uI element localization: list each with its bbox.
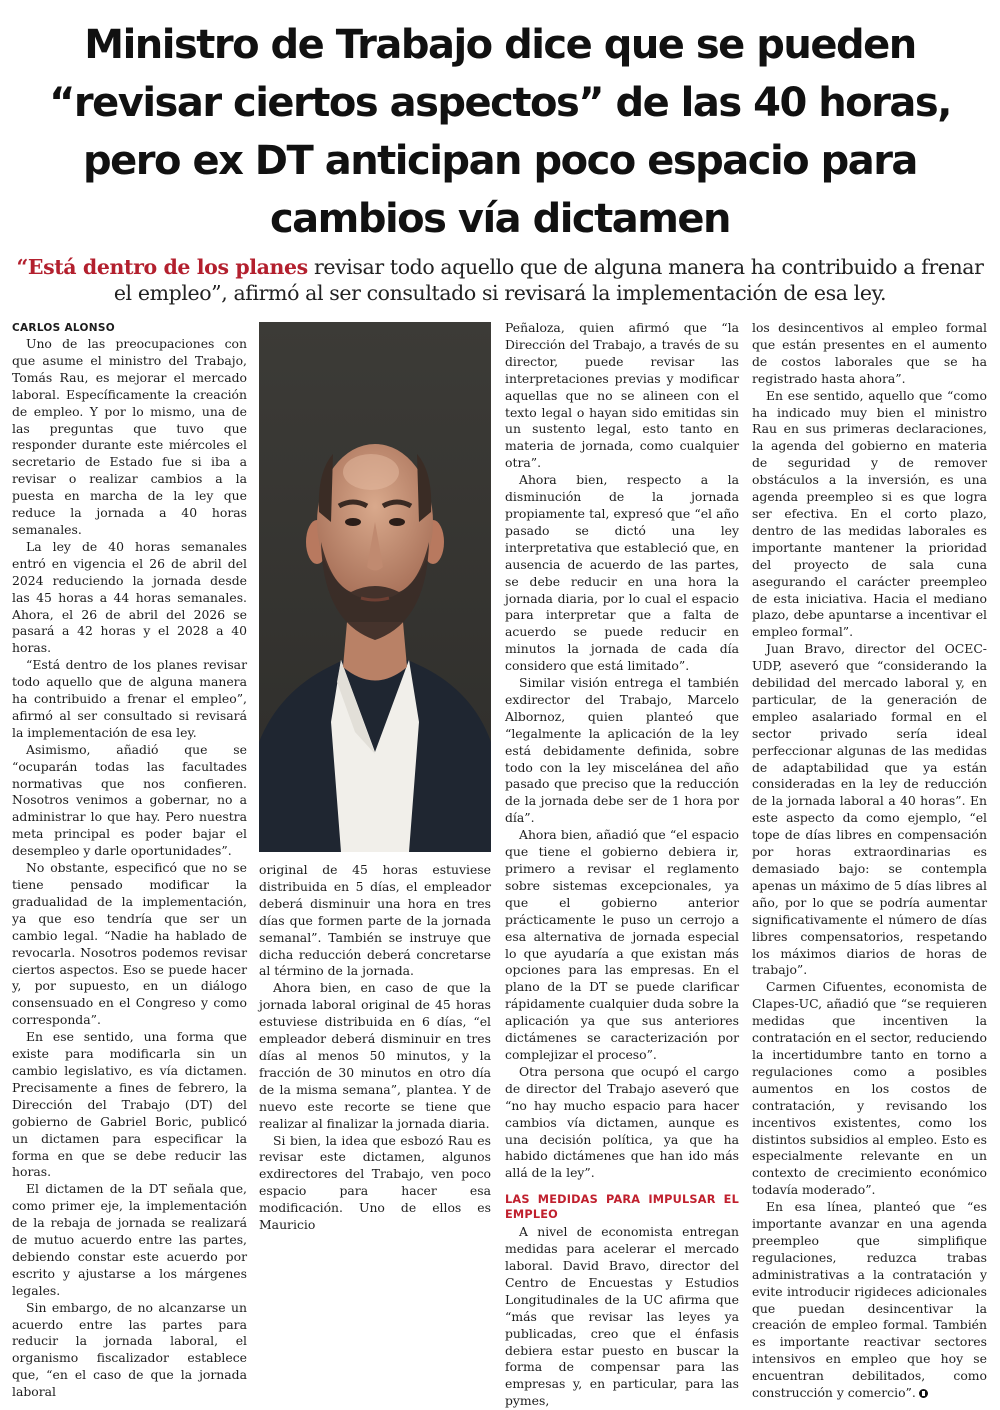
byline: CARLOS ALONSO: [12, 322, 115, 334]
paragraph: Ahora bien, añadió que “el espacio que tiene el gobierno debiera ir, primero a revisar el reglamento sobre sistemas excepcionales, ya que el gobierno anterior prácticamente le puso un cerrojo a esa alternativa de jornada especial lo que ayudaría a que existan más opciones para las empresas. En el plano de la DT se puede clarificar rápidamente cualquier duda sobre la aplicación ya que sus anteriores dictámenes se caracterización por complejizar el proceso”.: [505, 827, 739, 1062]
paragraph: La ley de 40 horas semanales entró en vigencia el 26 de abril del 2024 reduciendo la jornada desde las 45 horas a 44 horas semanales. Ahora, el 26 de abril del 2026 se pasará a 42 horas y el 2028 a 40 horas.: [12, 538, 247, 656]
paragraph: Ahora bien, en caso de que la jornada laboral original de 45 horas estuviese distribuida en 6 días, “el empleador deberá disminuir en tres días al menos 50 minutos, y la fracción de 30 minutos en otro día de la misma semana”, plantea. Y de nuevo este recorte se tiene que realizar al finalizar la jornada diaria.: [259, 980, 491, 1131]
paragraph: “Está dentro de los planes revisar todo aquello que de alguna manera ha contribuido a frenar el empleo”, afirmó al ser consultado si revisará la implementación de esa ley.: [12, 657, 247, 740]
paragraph: Peñaloza, quien afirmó que “la Dirección del Trabajo, a través de su director, puede revisar las interpretaciones previas y modificar aquellas que no se alineen con el texto legal o hayan sido emitidas sin un sustento legal, esto tanto en materia de jornada, como cualquier otra”.: [505, 320, 739, 471]
portrait-photo: [259, 322, 491, 852]
paragraph-text: En esa línea, planteó que “es importante avanzar en una agenda preempleo que simplifique regulaciones, reduzca trabas administrativas a la contratación y evite introducir rigideces adicionales que puedan desincentivar la creación de empleo formal. También es importante reactivar sectores intensivos en empleo que hoy se encuentran debilitados, como construcción y comercio”.: [752, 1199, 987, 1401]
paragraph: A nivel de economista entregan medidas para acelerar el mercado laboral. David Bravo, director del Centro de Encuestas y Estudios Longitudinales de la UC afirma que “más que revisar las leyes ya publicadas, creo que el énfasis debiera estar puesto en buscar la forma de compensar para las empresas y, en particular, para las pymes,: [505, 1224, 739, 1409]
column-1: [12, 320, 247, 1401]
paragraph: Ahora bien, respecto a la disminución de la jornada propiamente tal, expresó que “el año pasado se dictó una ley interpretativa que estableció que, en ausencia de acuerdo de las partes, se debe reducir en una hora la jornada diaria, por lo cual el espacio para interpretar que a falta de acuerdo se puede reducir en minutos la jornada de cada día considero que está limitado”.: [505, 472, 739, 674]
column-3: [505, 320, 739, 1410]
paragraph: Si bien, la idea que esbozó Rau es revisar este dictamen, algunos exdirectores del Trabajo, ven poco espacio para hacer esa modificación. Uno de ellos es Mauricio: [259, 1132, 491, 1233]
paragraph: En ese sentido, aquello que “como ha indicado muy bien el ministro Rau en sus primeras declaraciones, la agenda del gobierno en materia de seguridad y de remover obstáculos a la inversión, es una agenda preempleo si es que logra ser efectiva. En el corto plazo, dentro de las medidas laborales es importante mantener la prioridad del proyecto de sala cuna asegurando el carácter preempleo de esta iniciativa. Hacia el mediano plazo, debe apuntarse a incentivar el empleo formal”.: [752, 387, 987, 640]
paragraph: Sin embargo, de no alcanzarse un acuerdo entre las partes para reducir la jornada laboral, el organismo fiscalizador establece que, “en el caso de que la jornada laboral: [12, 1299, 247, 1400]
column-4: [752, 320, 987, 1402]
paragraph: En ese sentido, una forma que existe para modificarla sin un cambio legislativo, es vía dictamen. Precisamente a fines de febrero, la Dirección del Trabajo (DT) del gobierno de Gabriel Boric, publicó un dictamen para especificar la forma en que se debe reducir las horas.: [12, 1029, 247, 1180]
paragraph: El dictamen de la DT señala que, como primer eje, la implementación de la rebaja de jornada se realizará de mutuo acuerdo entre las partes, debiendo constar este acuerdo por escrito y ajustarse a los márgenes legales.: [12, 1181, 247, 1298]
subhead-quote-rest: revisar todo aquello que de alguna manera ha contribuido a frenar el empleo”, afirmó al ser consultado si revisará la implementación de esa ley.: [113, 255, 984, 305]
subheadline: [10, 254, 990, 306]
portrait-illustration: [259, 322, 491, 852]
paragraph: Carmen Cifuentes, economista de Clapes-UC, añadió que “se requieren medidas que incentiven la contratación en el sector, reduciendo la incertidumbre tanto en torno a regulaciones como a posibles aumentos en los costos de contratación, y revisando los incentivos existentes, como los distintos subsidios al empleo. Esto es especialmente relevante en un contexto de crecimiento económico todavía moderado”.: [752, 979, 987, 1198]
paragraph: Uno de las preocupaciones con que asume el ministro del Trabajo, Tomás Rau, es mejorar el mercado laboral. Específicamente la creación de empleo. Y por lo mismo, una de las preguntas que tuvo que responder durante este miércoles el secretario de Estado fue si iba a revisar o realizar cambios a la puesta en marcha de la ley que reduce la jornada a 40 horas semanales.: [12, 336, 247, 537]
paragraph: Juan Bravo, director del OCEC-UDP, aseveró que “considerando la debilidad del mercado laboral y, en particular, de la generación de empleo asalariado formal en el sector privado sería ideal perfeccionar algunas de las medidas de adaptabilidad que ya están consideradas en la ley de reducción de la jornada laboral a 40 horas”. En este aspecto da como ejemplo, “el tope de días libres en compensación por horas extraordinarias es demasiado bajo: se contempla apenas un máximo de 5 días libres al año, por lo que se podría aumentar significativamente el número de días libres compensatorios, respetando los máximos diarios de horas de trabajo”.: [752, 641, 987, 978]
paragraph: original de 45 horas estuviese distribuida en 5 días, el empleador deberá disminuir una hora en tres días que formen parte de la jornada semanal”. También se instruye que dicha reducción deberá concretarse al término de la jornada.: [259, 862, 491, 979]
paragraph: Similar visión entrega el también exdirector del Trabajo, Marcelo Albornoz, quien planteó que “legalmente la aplicación de la ley está debidamente definida, sobre todo con la ley miscelánea del año pasado que preciso que la reducción de la jornada debe ser de 1 hora por día”.: [505, 675, 739, 826]
column-2: [259, 862, 491, 1234]
paragraph: No obstante, especificó que no se tiene pensado modificar la gradualidad de la implementación, ya que eso tendría que ser un cambio legal. “Nadie ha hablado de revocarla. Nosotros podemos revisar ciertos aspectos. Eso se puede hacer y, por supuesto, en un diálogo consensuado en el Congreso y como corresponda”.: [12, 860, 247, 1028]
subhead-quote-accent: “Está dentro de los planes: [16, 255, 308, 279]
end-of-article-icon: [919, 1389, 928, 1398]
paragraph: Asimismo, añadió que se “ocuparán todas las facultades normativas que nos confieren. Nosotros venimos a gobernar, no a administrar lo que hay. Pero nuestra meta principal es poder bajar el desempleo y darle oportunidades”.: [12, 741, 247, 859]
paragraph: los desincentivos al empleo formal que están presentes en el aumento de costos laborales que se ha registrado hasta ahora”.: [752, 320, 987, 386]
headline: Ministro de Trabajo dice que se pueden “revisar ciertos aspectos” de las 40 horas, pero ex DT anticipan poco espacio para cambios vía dictamen: [49, 22, 951, 242]
paragraph: [752, 1199, 987, 1402]
section-heading: LAS MEDIDAS PARA IMPULSAR EL EMPLEO: [505, 1193, 739, 1222]
paragraph: Otra persona que ocupó el cargo de director del Trabajo aseveró que “no hay mucho espacio para hacer cambios vía dictamen, aunque es una decisión política, ya que ha habido dictámenes que han ido más allá de la ley”.: [505, 1063, 739, 1181]
